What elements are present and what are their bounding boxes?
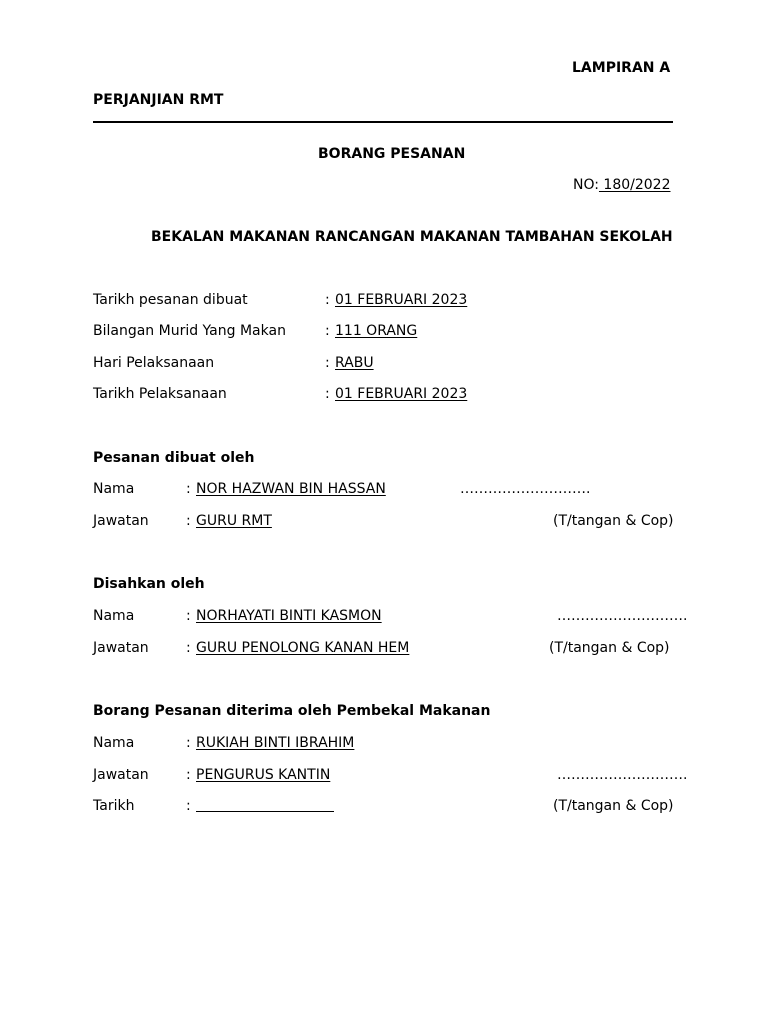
received-by-heading: Borang Pesanan diterima oleh Pembekal Makanan bbox=[93, 703, 491, 719]
approved-by-position-colon: : bbox=[186, 640, 191, 656]
student-count-value: 111 ORANG bbox=[335, 323, 418, 339]
received-by-signature-note: (T/tangan & Cop) bbox=[553, 798, 674, 814]
approved-by-signature-line: ………………………. bbox=[557, 608, 688, 624]
ordered-by-position-value: GURU RMT bbox=[196, 513, 272, 529]
ordered-by-name-value: NOR HAZWAN BIN HASSAN bbox=[196, 481, 386, 497]
form-number-label: NO: bbox=[573, 177, 599, 193]
implementation-date-colon: : bbox=[325, 386, 330, 402]
received-by-position-label: Jawatan bbox=[93, 767, 149, 783]
approved-by-name-colon: : bbox=[186, 608, 191, 624]
received-by-signature-line: ………………………. bbox=[557, 767, 688, 783]
form-subtitle: BEKALAN MAKANAN RANCANGAN MAKANAN TAMBAHAN SEKOLAH bbox=[151, 229, 673, 245]
ordered-by-name-label: Nama bbox=[93, 481, 135, 497]
order-date-value: 01 FEBRUARI 2023 bbox=[335, 292, 468, 308]
ordered-by-position-label: Jawatan bbox=[93, 513, 149, 529]
form-number bbox=[573, 177, 671, 193]
ordered-by-signature-note: (T/tangan & Cop) bbox=[553, 513, 674, 529]
approved-by-name-value: NORHAYATI BINTI KASMON bbox=[196, 608, 382, 624]
received-by-date-colon: : bbox=[186, 798, 191, 814]
implementation-day-colon: : bbox=[325, 355, 330, 371]
received-by-position-value: PENGURUS KANTIN bbox=[196, 767, 331, 783]
received-by-name-label: Nama bbox=[93, 735, 135, 751]
implementation-day-label: Hari Pelaksanaan bbox=[93, 355, 215, 371]
appendix-label: LAMPIRAN A bbox=[572, 60, 671, 76]
approved-by-position-label: Jawatan bbox=[93, 640, 149, 656]
ordered-by-heading: Pesanan dibuat oleh bbox=[93, 450, 255, 466]
implementation-day-value: RABU bbox=[335, 355, 374, 371]
form-title: BORANG PESANAN bbox=[318, 146, 466, 162]
student-count-label: Bilangan Murid Yang Makan bbox=[93, 323, 286, 339]
ordered-by-name-colon: : bbox=[186, 481, 191, 497]
ordered-by-signature-line: ………………………. bbox=[460, 481, 591, 497]
approved-by-position-value: GURU PENOLONG KANAN HEM bbox=[196, 640, 410, 656]
header-divider bbox=[93, 121, 673, 123]
implementation-date-value: 01 FEBRUARI 2023 bbox=[335, 386, 468, 402]
received-by-name-value: RUKIAH BINTI IBRAHIM bbox=[196, 735, 355, 751]
approved-by-signature-note: (T/tangan & Cop) bbox=[549, 640, 670, 656]
agreement-title: PERJANJIAN RMT bbox=[93, 92, 224, 108]
received-by-date-label: Tarikh bbox=[93, 798, 135, 814]
student-count-colon: : bbox=[325, 323, 330, 339]
approved-by-name-label: Nama bbox=[93, 608, 135, 624]
received-by-date-blank bbox=[196, 798, 334, 816]
order-date-colon: : bbox=[325, 292, 330, 308]
implementation-date-label: Tarikh Pelaksanaan bbox=[93, 386, 227, 402]
ordered-by-position-colon: : bbox=[186, 513, 191, 529]
form-number-value: 180/2022 bbox=[598, 177, 671, 193]
order-date-label: Tarikh pesanan dibuat bbox=[93, 292, 248, 308]
received-by-position-colon: : bbox=[186, 767, 191, 783]
approved-by-heading: Disahkan oleh bbox=[93, 576, 205, 592]
received-by-name-colon: : bbox=[186, 735, 191, 751]
